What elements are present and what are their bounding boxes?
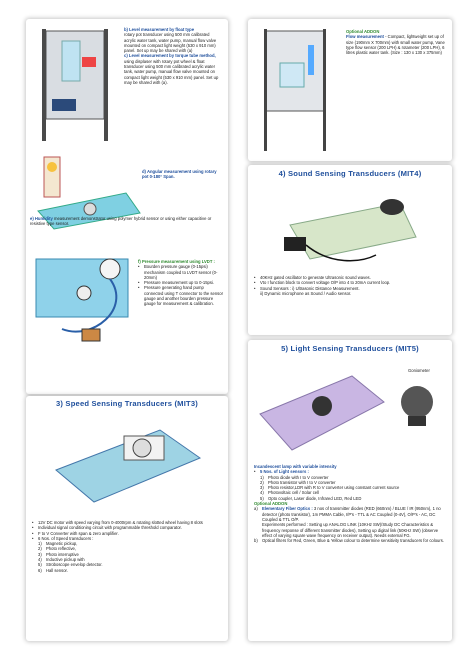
list-item: • Vto I function block to convert voltage O/P into 4 to 20mA current loop.: [254, 280, 448, 285]
list-item: • Bourden pressure gauge (0-15psi) mechanism coupled to LVDT sensor (0-20mm): [138, 264, 224, 280]
lamp-label: Incandescent lamp with variable intensity: [254, 464, 337, 469]
sound-sensing-title: 4) Sound Sensing Transducers (MIT4): [278, 169, 422, 178]
list-item: • 6 Nos. of Speed transducers :: [32, 536, 224, 541]
flow-measurement-text: - Compact, lightweight set up of size (190mm X 700mm) with small water pump, Vane type flow sensor (200 LPH) & rotameter (200 LPH), 6 litres plastic water tank. (Size : 130 x 130 x 375mm): [346, 34, 445, 56]
light-sensing-card: [248, 340, 452, 641]
level-float-title: b) Level measurement by float type: [124, 27, 195, 32]
goniometer-label: Goniometer: [408, 368, 430, 373]
angular-measurement-title: d) Angular measurement using rotary pot 0-180° Span.: [142, 169, 217, 180]
level-float-text: rotary pot transducer using 500 mm calibrated acrylic water tank, water pump, manual flow valve mounted on compact light weight (530 x 910 mm) panel. Set up may be shared with (a): [124, 32, 217, 54]
humidity-title: e) Humidity: [30, 216, 53, 221]
list-item: • Sound Sensors : i) Ultrasonic Distance Measurement.: [254, 286, 448, 291]
list-item: • 5 Nos. of Light sensors :: [254, 469, 448, 474]
list-item: 3) Photo resistor,LDR with R to V converter using constant current source: [260, 485, 400, 491]
level-torque-title: c) Level measurement by torque tube method,: [124, 53, 216, 59]
list-item: 3) Photo interruptive: [38, 551, 79, 557]
flow-measurement-title: Flow measurement: [346, 34, 384, 40]
list-item: • 12V DC motor with speed varying from 0-4000rpm & rotating slotted wheel having 8 slots: [32, 520, 224, 525]
lvdt-pressure-photo: [32, 249, 136, 353]
optional-addon-label: Optional ADDON: [254, 501, 288, 507]
optional-addon-label: Optional ADDON: [346, 29, 380, 34]
level-torque-text: using displaser with rotary pot wheel & float transducer using 500 mm calibrated acrylic water tank, water pump, manual flow valve mounted on compact light weight (530 x 910 mm) panel. Set up may be shared with (a).: [124, 58, 219, 85]
list-item: 4) Photovoltaic cell / Solar cell: [260, 490, 319, 496]
sound-features-list: [254, 275, 448, 291]
fiber-optics-item: a) Elementary Fiber Optics : 3 nos of transmitter diodes (RED (660nm) / BLUE / IR (950nm), 1 no detector (photo transistor), 1m PMMA Cable, I/P's - TTL & AC Coupled (0-4V), O/P's - AC, DC Coupled & TTL O/P.: [254, 506, 441, 522]
flow-measurement-card: [248, 19, 452, 161]
level-measurement-card: [26, 19, 228, 394]
speed-sensing-card: [26, 396, 228, 641]
list-item: 5) Opto coupler, Laser diode, Infrared LED, Red LED: [260, 495, 362, 501]
humidity-text: measurement demonstrator using polymer hybrid sensor or using either capacitive or resistive type sensor.: [30, 216, 212, 227]
optical-filters-item: b) Optical filters for Red, Green, Blue & Yellow colour to determine sensitivity transducers for colours.: [254, 538, 445, 544]
speed-sensing-title: 3) Speed Sensing Transducers (MIT3): [55, 399, 199, 408]
pressure-lvdt-title: f) Pressure measurement using LVDT :: [138, 259, 215, 264]
sound-sensing-photo: [280, 185, 420, 269]
sound-sensing-card: [248, 165, 452, 335]
goniometer-photo: [388, 376, 446, 430]
sound-sensor-microphone: ii) Dynamic microphone as Sound / Audio sensor.: [260, 290, 352, 296]
list-item: 2) Photo reflective,: [38, 546, 77, 552]
list-item: • Individual signal conditioning circuit with programmable threshold comparator.: [32, 525, 224, 530]
list-item: 1) Photo diode with I to V converter: [260, 474, 329, 480]
list-item: • Pressure generating hand pump connected using T connector to the sensor gauge and another bourden pressure gauge for measurement & calibration.: [138, 285, 224, 306]
float-level-setup-photo: [32, 27, 120, 145]
speed-features-list: [32, 520, 224, 541]
pressure-lvdt-list: [138, 264, 224, 306]
list-item: 6) Hall sensor.: [38, 567, 68, 573]
list-item: 1) Magnetic pickup,: [38, 541, 78, 547]
flow-setup-photo: [256, 25, 336, 155]
speed-transducer-list: [32, 541, 224, 573]
light-sensing-title: 5) Light Sensing Transducers (MIT5): [281, 344, 419, 353]
speed-sensing-photo: [50, 424, 204, 506]
light-sensor-list: [254, 475, 448, 501]
list-item: 2) Photo transistor with I to V converter: [260, 479, 336, 485]
list-item: • 40KHz gated oscillator to generate Ultrasonic sound waves.: [254, 275, 448, 280]
list-item: • F to V Converter with span & zero amplifier.: [32, 531, 224, 536]
list-item: • Pressure measurement up to 0-15psi.: [138, 280, 224, 285]
light-sensing-photo: [256, 362, 386, 462]
list-item: 4) Inductive pickup with: [38, 557, 85, 563]
experiments-text: Experiments performed : Setting up ANALOG LINK (10KHz SW)/Study DC Characteristics & frequency response of different transmitter diodes), Setting up digital link (50KHz SW) (observe effect of varying square wave frequency on receiver output). Needs external FG.: [262, 522, 439, 538]
list-item: 5) Stroboscope envelop detector.: [38, 562, 103, 568]
